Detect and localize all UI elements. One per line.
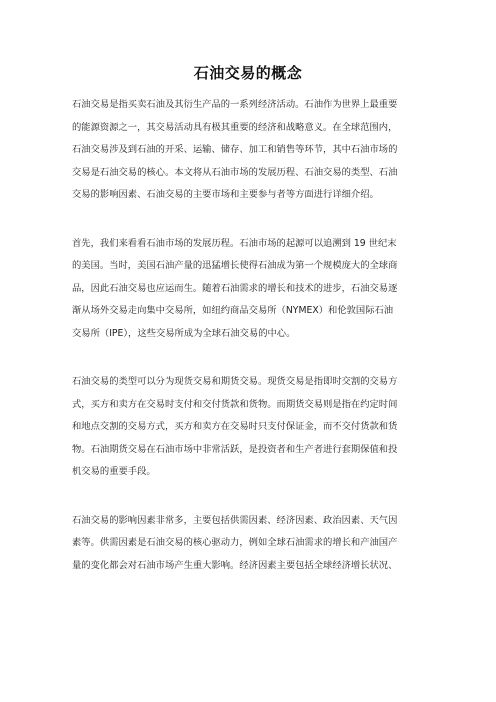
- text-line: 的美国。当时，美国石油产量的迅猛增长使得石油成为第一个规模庞大的全球商: [72, 260, 398, 271]
- document-body: [72, 94, 428, 603]
- text-line: 量的变化都会对石油市场产生重大影响。经济因素主要包括全球经济增长状况、: [72, 559, 398, 571]
- text-line: 石油交易的类型可以分为现货交易和期货交易。现货交易是指即时交割的交易方: [72, 376, 398, 387]
- text-line: 品，因此石油交易也应运而生。随着石油需求的增长和技术的进步，石油交易逐: [72, 282, 398, 294]
- paragraph-1: [72, 94, 428, 207]
- document-title: 石油交易的概念: [193, 64, 303, 82]
- text-line: 物。石油期货交易在石油市场中非常活跃，是投资者和生产者进行套期保值和投: [72, 443, 398, 455]
- paragraph-4: [72, 510, 428, 578]
- text-line: 石油交易涉及到石油的开采、运输、储存、加工和销售等环节，其中石油市场的: [72, 144, 398, 155]
- text-line: 首先，我们来看看石油市场的发展历程。石油市场的起源可以追溯到 19 世纪末: [72, 237, 397, 249]
- text-line: 交易是石油交易的核心。本文将从石油市场的发展历程、石油交易的类型、石油: [72, 166, 398, 178]
- text-line: 交易的影响因素、石油交易的主要市场和主要参与者等方面进行详细介绍。: [72, 189, 379, 200]
- paragraph-3: [72, 371, 428, 484]
- text-line: 素等。供需因素是石油交易的核心驱动力，例如全球石油需求的增长和产油国产: [72, 537, 398, 548]
- text-line: 机交易的重要手段。: [72, 466, 156, 477]
- text-line: 式，买方和卖方在交易时支付和交付货款和货物。而期货交易则是指在约定时间: [72, 398, 398, 410]
- text-line: 石油交易是指买卖石油及其衍生产品的一系列经济活动。石油作为世界上最重要: [72, 99, 398, 110]
- text-line: 石油交易的影响因素非常多，主要包括供需因素、经济因素、政治因素、天气因: [72, 514, 398, 526]
- paragraph-2: [72, 233, 428, 346]
- text-line: 的能源资源之一，其交易活动具有极其重要的经济和战略意义。在全球范围内，: [72, 121, 398, 133]
- text-line: 渐从场外交易走向集中交易所，如纽约商品交易所（NYMEX）和伦敦国际石油: [72, 305, 394, 316]
- text-line: 和地点交割的交易方式，买方和卖方在交易时只支付保证金，而不交付货款和货: [72, 421, 398, 432]
- text-line: 交易所（IPE），这些交易所成为全球石油交易的中心。: [72, 327, 296, 339]
